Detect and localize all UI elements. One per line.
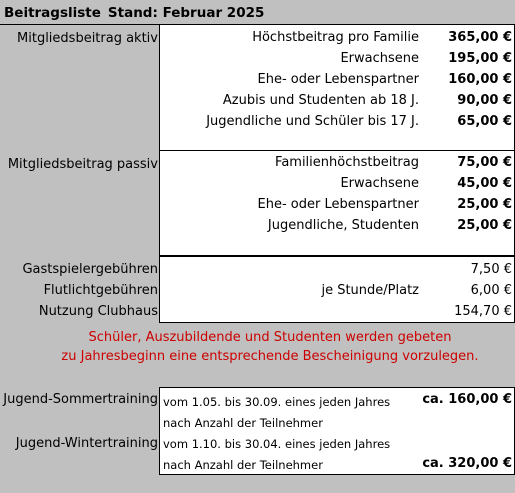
- clubhaus-label: Nutzung Clubhaus: [38, 304, 158, 319]
- fee-amount: 7,50 €: [470, 262, 512, 277]
- fee-description: Höchstbeitrag pro Familie: [252, 30, 419, 45]
- fee-amount: 25,00 €: [457, 197, 512, 212]
- table-row: [160, 152, 514, 173]
- table-row: [160, 259, 514, 280]
- wintertraining-label: Jugend-Wintertraining: [15, 436, 158, 451]
- note-line-1: Schüler, Auszubildende und Studenten werden gebeten: [88, 330, 452, 345]
- stand-date: Stand: Februar 2025: [107, 5, 265, 21]
- table-row: [160, 27, 514, 48]
- fee-amount: 45,00 €: [457, 176, 512, 191]
- fee-description: Erwachsene: [340, 176, 419, 191]
- fee-amount: 365,00 €: [448, 30, 512, 45]
- fee-description: je Stunde/Platz: [321, 283, 419, 298]
- training-table: [159, 387, 515, 475]
- sommer-amount: ca. 160,00 €: [422, 392, 512, 407]
- table-row: [160, 301, 514, 322]
- passiv-table: [159, 150, 515, 256]
- table-row: [160, 194, 514, 215]
- fee-amount: 6,00 €: [470, 283, 512, 298]
- table-row: [160, 215, 514, 236]
- winter-amount: ca. 320,00 €: [422, 456, 512, 471]
- fee-description: Jugendliche und Schüler bis 17 J.: [206, 114, 419, 129]
- title-text: Beitragsliste: [4, 5, 101, 21]
- fee-amount: 154,70 €: [454, 304, 512, 319]
- table-row: [160, 48, 514, 69]
- passiv-label: Mitgliedsbeitrag passiv: [7, 157, 158, 172]
- fee-amount: 75,00 €: [457, 155, 512, 170]
- sommer-note: nach Anzahl der Teilnehmer: [163, 416, 323, 430]
- table-row: [160, 280, 514, 301]
- table-row: [160, 69, 514, 90]
- sommer-period: vom 1.05. bis 30.09. eines jeden Jahres: [163, 395, 391, 409]
- winter-period: vom 1.10. bis 30.04. eines jeden Jahres: [163, 437, 391, 451]
- fee-description: Jugendliche, Studenten: [267, 218, 419, 233]
- fee-amount: 65,00 €: [457, 114, 512, 129]
- fee-amount: 90,00 €: [457, 93, 512, 108]
- page-title: [4, 5, 264, 21]
- gebuehren-table: [159, 256, 515, 323]
- gastspieler-label: Gastspielergebühren: [22, 262, 158, 277]
- table-row: [160, 90, 514, 111]
- table-row: [160, 111, 514, 132]
- flutlicht-label: Flutlichtgebühren: [43, 283, 158, 298]
- fee-description: Ehe- oder Lebenspartner: [257, 197, 419, 212]
- fee-description: Ehe- oder Lebenspartner: [257, 72, 419, 87]
- fee-description: Familienhöchstbeitrag: [275, 155, 419, 170]
- fee-description: Erwachsene: [340, 51, 419, 66]
- sommertraining-label: Jugend-Sommertraining: [3, 392, 158, 407]
- fee-amount: 25,00 €: [457, 218, 512, 233]
- aktiv-table: [159, 25, 515, 151]
- note-line-2: zu Jahresbeginn eine entsprechende Bescheinigung vorzulegen.: [61, 349, 479, 364]
- aktiv-label: Mitgliedsbeitrag aktiv: [17, 31, 158, 46]
- winter-note: nach Anzahl der Teilnehmer: [163, 458, 323, 472]
- table-row: [160, 173, 514, 194]
- fee-description: Azubis und Studenten ab 18 J.: [222, 93, 419, 108]
- fee-amount: 160,00 €: [448, 72, 512, 87]
- fee-amount: 195,00 €: [448, 51, 512, 66]
